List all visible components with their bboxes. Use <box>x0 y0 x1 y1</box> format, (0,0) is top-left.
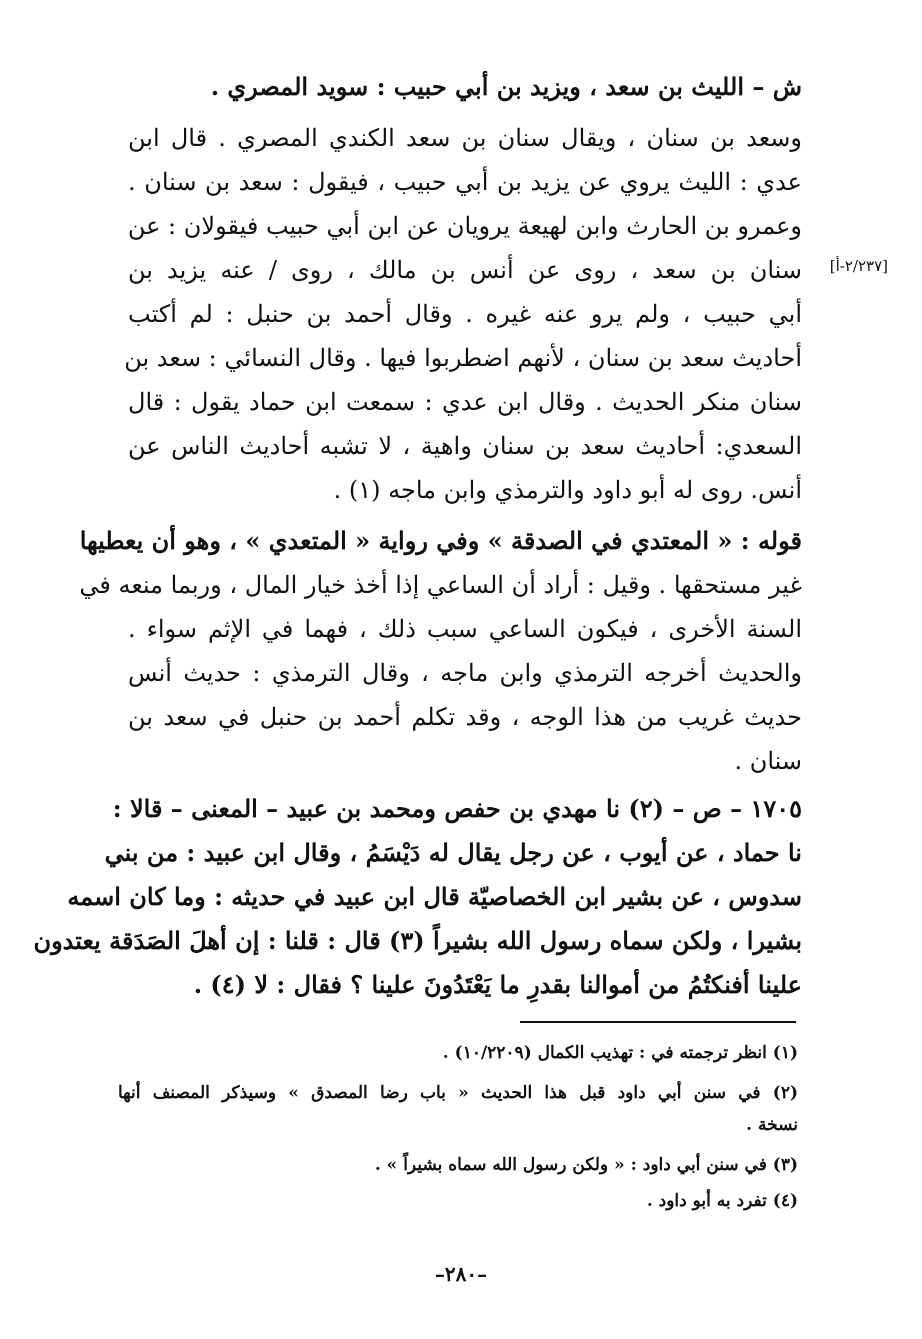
text-line-2: وسعد بن سنان ، ويقال سنان بن سعد الكندي المصري . قال ابن <box>128 124 802 152</box>
text-line-9: السعدي: أحاديث سعد بن سنان واهية ، لا تشبه أحاديث الناس عن <box>128 432 802 460</box>
text-line-13: السنة الأخرى ، فيكون الساعي سبب ذلك ، فهما في الإثم سواء . <box>128 615 802 643</box>
footnote-1: (١) انظر ترجمته في : تهذيب الكمال (١٠/٢٢٠٩) . <box>442 1043 798 1063</box>
text-line-11: قوله : « المعتدي في الصدقة » وفي رواية « المتعدي » ، وهو أن يعطيها <box>79 526 802 555</box>
text-line-19: سدوس ، عن بشير ابن الخصاصيّة قال ابن عبيد في حديثه : وما كان اسمه <box>67 882 802 911</box>
text-line-17: ١٧٠٥ – ص – (٢) نا مهدي بن حفص ومحمد بن عبيد – المعنى – قالا : <box>112 794 802 823</box>
text-line-10: أنس. روى له أبو داود والترمذي وابن ماجه (١) . <box>333 476 802 504</box>
text-line-12: غير مستحقها . وقيل : أراد أن الساعي إذا أخذ خيار المال ، وربما منعه في <box>79 571 802 599</box>
text-line-3: عدي : الليث يروي عن يزيد بن أبي حبيب ، فيقول : سعد بن سنان . <box>128 168 802 196</box>
text-line-18: نا حماد ، عن أيوب ، عن رجل يقال له دَيْسَمُ ، وقال ابن عبيد : من بني <box>104 838 802 867</box>
page-number: –٢٨٠– <box>434 1262 488 1286</box>
text-line-8: سنان منكر الحديث . وقال ابن عدي : سمعت ابن حماد يقول : قال <box>128 388 802 416</box>
footnote-divider <box>520 1021 796 1023</box>
text-line-16: سنان . <box>734 747 802 775</box>
text-line-15: حديث غريب من هذا الوجه ، وقد تكلم أحمد بن حنبل في سعد بن <box>128 703 802 731</box>
text-line-6: أبي حبيب ، ولم يرو عنه غيره . وقال أحمد بن حنبل : لم أكتب <box>128 300 802 328</box>
text-line-4: وعمرو بن الحارث وابن لهيعة يرويان عن ابن أبي حبيب فيقولان : عن <box>127 212 802 240</box>
footnote-2: (٢) في سنن أبي داود قبل هذا الحديث « باب رضا المصدق » وسيذكر المصنف أنها <box>118 1083 798 1103</box>
margin-reference: [٢/٢٣٧-أ] <box>829 257 888 275</box>
footnote-4: (٤) تفرد به أبو داود . <box>646 1191 798 1211</box>
text-line-7: أحاديث سعد بن سنان ، لأنهم اضطربوا فيها . وقال النسائي : سعد بن <box>124 344 802 372</box>
footnote-2-continued: نسخة . <box>746 1115 798 1135</box>
text-line-5: سنان بن سعد ، روى عن أنس بن مالك ، روى / عنه يزيد بن <box>128 256 802 284</box>
text-line-21: علينا أفنكتُمُ من أموالنا بقدرِ ما يَعْتَدُونَ علينا ؟ فقال : لا (٤) . <box>193 970 802 999</box>
text-line-14: والحديث أخرجه الترمذي وابن ماجه ، وقال الترمذي : حديث أنس <box>128 659 802 687</box>
text-line-1: ش – الليث بن سعد ، ويزيد بن أبي حبيب : سويد المصري . <box>210 72 802 101</box>
footnote-3: (٣) في سنن أبي داود : « ولكن رسول الله سماه بشيراً » . <box>374 1155 798 1175</box>
text-line-20: بشيرا ، ولكن سماه رسول الله بشيراً (٣) قال : قلنا : إن أهلَ الصَدَقة يعتدون <box>33 926 802 955</box>
